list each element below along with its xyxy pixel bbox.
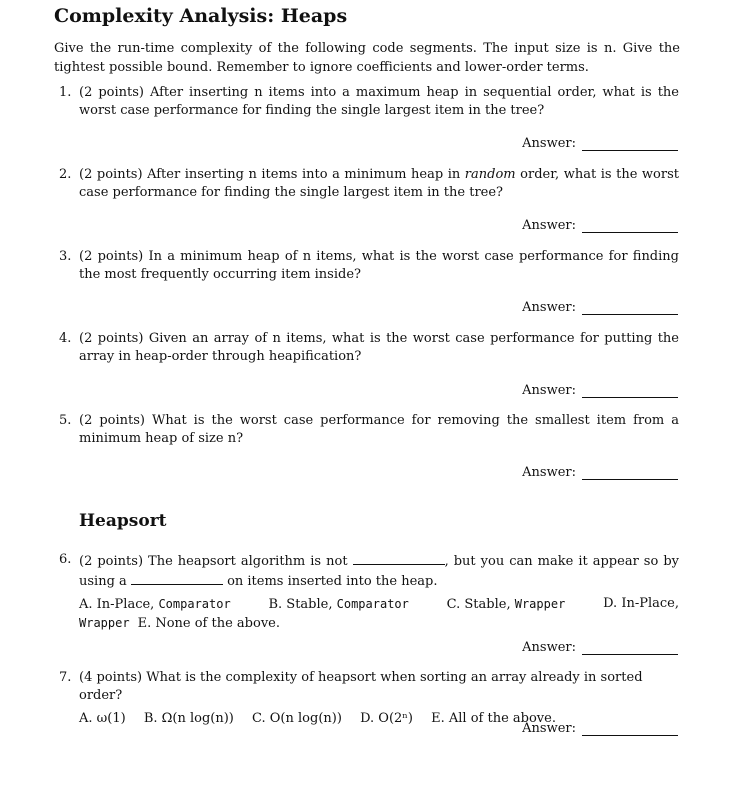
question-text: (2 points) Given an array of n items, what is the worst case performance for putting the array in heap-order through heapification?: [79, 331, 679, 364]
option-d[interactable]: D. In-Place,: [603, 596, 679, 611]
question-text: (2 points) What is the worst case performance for removing the smallest item from a minimum heap of size n?: [79, 413, 679, 446]
answer-label: Answer:: [522, 218, 576, 233]
question-text: (4 points) What is the complexity of heapsort when sorting an array already in sorted order?: [79, 670, 643, 703]
question-number: 6.: [59, 552, 72, 567]
option-c[interactable]: C. Stable, Wrapper: [446, 597, 566, 612]
answer-label: Answer:: [522, 465, 576, 480]
question-text: (2 points) After inserting n items into a maximum heap in sequential order, what is the worst case performance for finding the single largest item in the tree?: [79, 85, 679, 118]
answer-blank-7[interactable]: [582, 722, 678, 736]
question-4: [59, 330, 679, 366]
answer-4: [522, 383, 678, 398]
answer-blank-6[interactable]: [582, 641, 678, 655]
answer-label: Answer:: [522, 383, 576, 398]
instructions: Give the run-time complexity of the following code segments. The input size is n. Give the tightest possible bound. Remember to ignore coefficients and lower-order terms.: [54, 41, 680, 75]
option-b[interactable]: B. Ω(n log(n)): [143, 711, 234, 726]
question-3: [59, 248, 679, 284]
question-6: [59, 551, 679, 633]
question-number: 1.: [59, 85, 72, 100]
answer-blank-1[interactable]: [582, 137, 678, 151]
answer-1: [522, 136, 678, 151]
option-d-code: Wrapper: [79, 616, 130, 630]
answer-options: [79, 595, 679, 614]
option-e[interactable]: E. None of the above.: [137, 616, 280, 631]
answer-options-cont: [79, 614, 679, 633]
question-number: 5.: [59, 413, 72, 428]
fill-blank-2[interactable]: [131, 571, 223, 585]
answer-blank-5[interactable]: [582, 466, 678, 480]
answer-5: [522, 465, 678, 480]
option-b[interactable]: B. Stable, Comparator: [268, 597, 409, 612]
question-2: [59, 166, 679, 202]
answer-2: [522, 218, 678, 233]
question-number: 2.: [59, 167, 72, 182]
answer-blank-3[interactable]: [582, 301, 678, 315]
answer-label: Answer:: [522, 136, 576, 151]
answer-3: [522, 300, 678, 315]
answer-label: Answer:: [522, 640, 576, 655]
question-text: (2 points) The heapsort algorithm is not , but you can make it appear so by using a on items inserted into the heap.: [79, 551, 679, 591]
answer-7: [522, 721, 678, 736]
question-5: [59, 412, 679, 448]
question-7: [59, 669, 679, 728]
answer-blank-2[interactable]: [582, 219, 678, 233]
question-number: 7.: [59, 670, 72, 685]
answer-6: [522, 640, 678, 655]
option-a[interactable]: A. In-Place, Comparator: [79, 597, 231, 612]
option-a[interactable]: A. ω(1): [79, 711, 126, 726]
fill-blank-1[interactable]: [353, 551, 445, 565]
question-number: 4.: [59, 331, 72, 346]
question-1: [59, 84, 679, 120]
answer-label: Answer:: [522, 300, 576, 315]
question-number: 3.: [59, 249, 72, 264]
option-e[interactable]: E. All of the above.: [431, 711, 556, 726]
answer-blank-4[interactable]: [582, 384, 678, 398]
section-title: Heapsort: [79, 511, 167, 531]
question-text: (2 points) After inserting n items into a minimum heap in random order, what is the worst case performance for finding the single largest item in the tree?: [79, 167, 679, 200]
option-c[interactable]: C. O(n log(n)): [252, 711, 342, 726]
answer-label: Answer:: [522, 721, 576, 736]
option-d[interactable]: D. O(2ⁿ): [360, 711, 413, 726]
question-text: (2 points) In a minimum heap of n items, what is the worst case performance for finding the most frequently occurring item inside?: [79, 249, 679, 282]
page-title: Complexity Analysis: Heaps: [54, 5, 348, 27]
